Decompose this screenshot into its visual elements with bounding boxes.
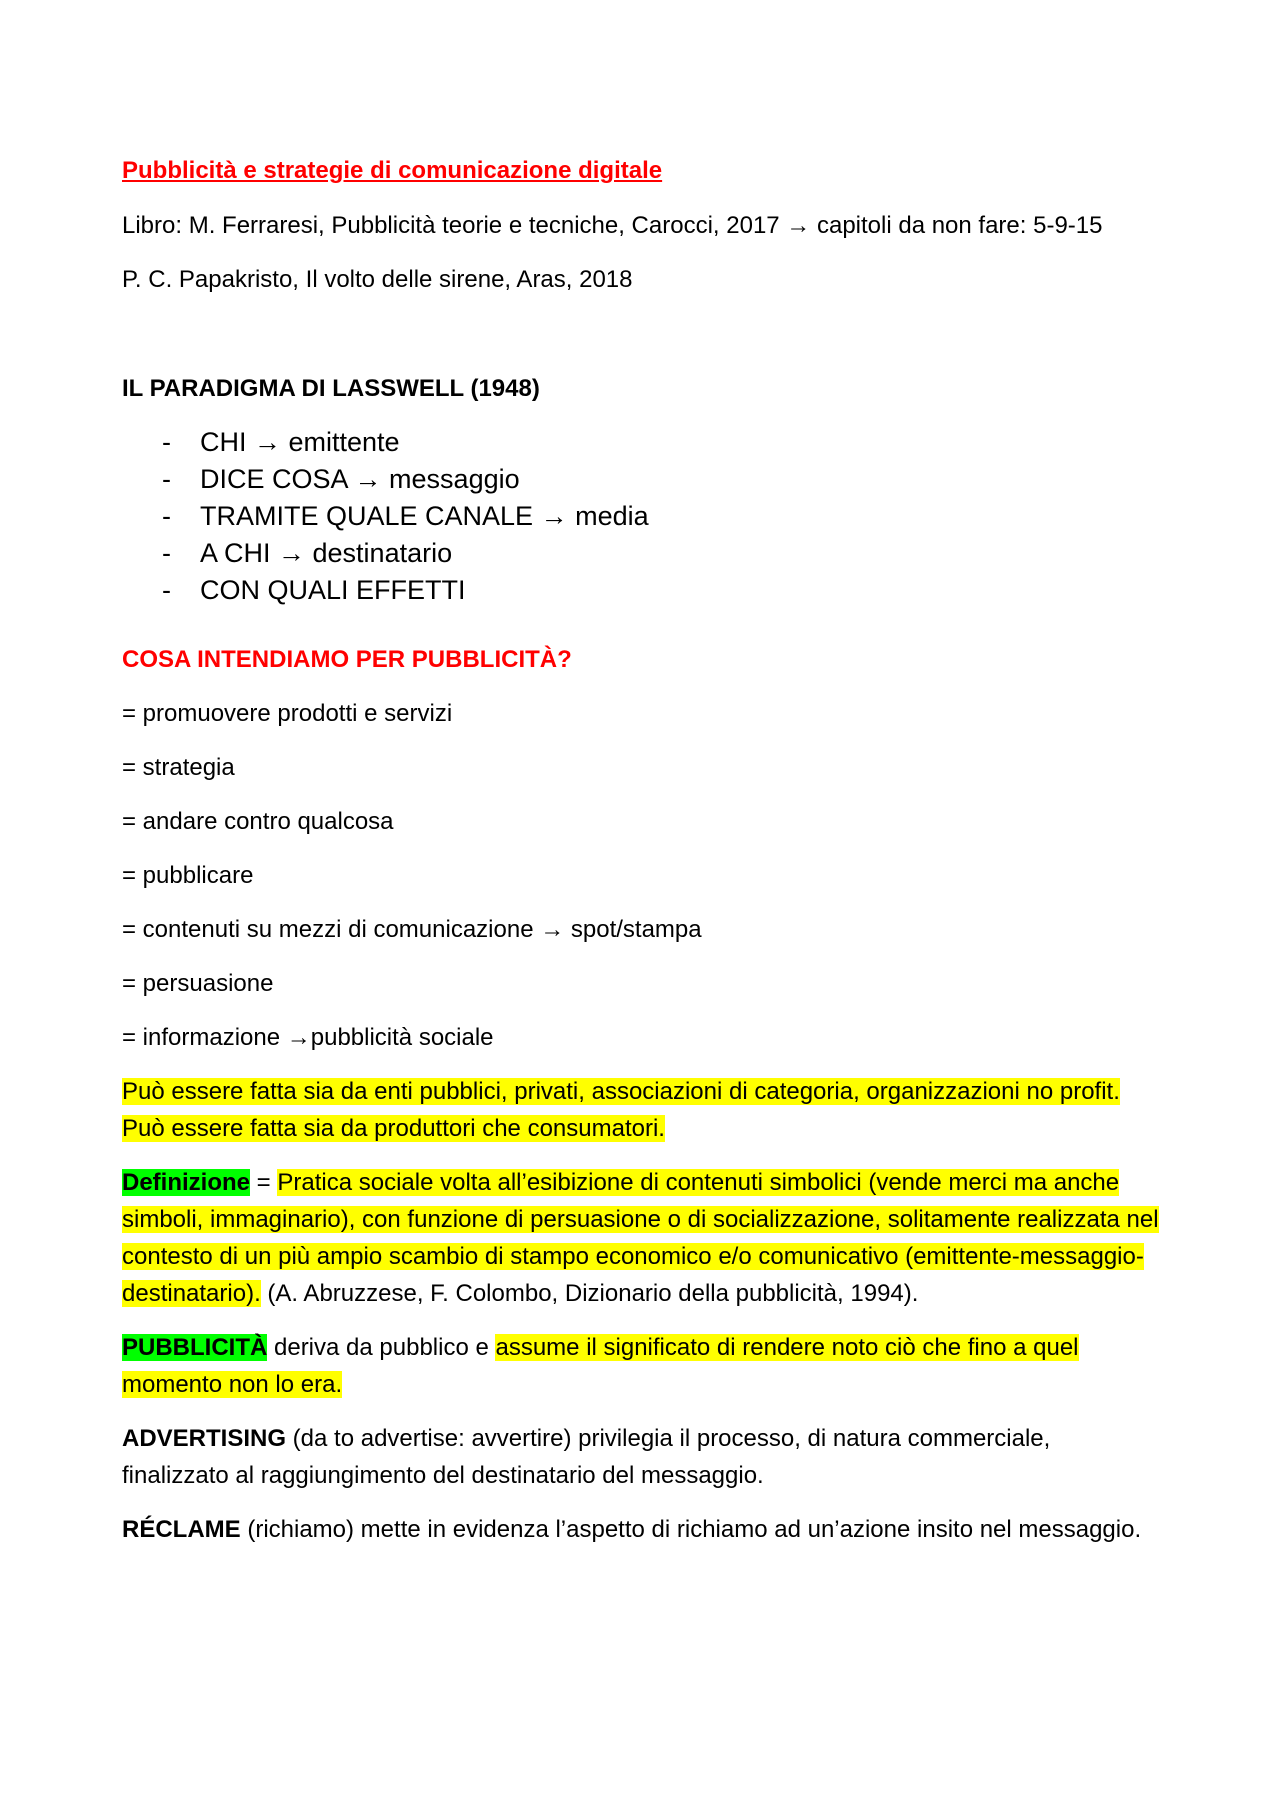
list-dash: -	[162, 427, 171, 457]
list-item	[122, 535, 1162, 572]
who-can-paragraph	[122, 1073, 1162, 1147]
list-item	[122, 461, 1162, 498]
pubblicita-heading: COSA INTENDIAMO PER PUBBLICITÀ?	[122, 646, 572, 673]
list-item	[122, 572, 1162, 609]
list-item	[122, 498, 1162, 535]
advertising-text: (da to advertise: avvertire) privilegia il processo, di natura commerciale, finalizzato al raggiungimento del destinatario del messaggio.	[122, 1425, 1051, 1489]
list-item-text: CON QUALI EFFETTI	[200, 575, 466, 605]
equivalent-line: = informazione →pubblicità sociale	[122, 1024, 494, 1051]
definition-text: Pratica sociale volta all’esibizione di contenuti simbolici (vende merci ma anche simboli, immaginario), con funzione di persuasione o di socializzazione, solitamente realizzata nel contesto di un più ampio scambio di stampo economico e/o comunicativo (emittente-messaggio-destinatario).	[122, 1169, 1159, 1307]
advertising-paragraph	[122, 1420, 1162, 1494]
document-title: Pubblicità e strategie di comunicazione digitale	[122, 157, 663, 184]
reclame-text: (richiamo) mette in evidenza l’aspetto di richiamo ad un’azione insito nel messaggio.	[240, 1516, 1142, 1543]
list-item-text: DICE COSA → messaggio	[200, 464, 520, 494]
equivalent-line: = andare contro qualcosa	[122, 808, 394, 835]
lasswell-list	[122, 424, 1162, 609]
list-dash: -	[162, 501, 171, 531]
reclame-term: RÉCLAME	[122, 1516, 241, 1543]
reclame-paragraph	[122, 1511, 1162, 1548]
etymology-term: PUBBLICITÀ	[122, 1334, 268, 1361]
equivalent-line: = contenuti su mezzi di comunicazione → spot/stampa	[122, 916, 702, 943]
definition-equals: =	[250, 1169, 278, 1196]
definition-source: (A. Abruzzese, F. Colombo, Dizionario della pubblicità, 1994).	[260, 1280, 919, 1307]
list-dash: -	[162, 538, 171, 568]
etymology-middle: deriva da pubblico e	[267, 1334, 496, 1361]
lasswell-heading: IL PARADIGMA DI LASSWELL (1948)	[122, 375, 540, 402]
reference-book-1: Libro: M. Ferraresi, Pubblicità teorie e tecniche, Carocci, 2017 → capitoli da non fare: 5-9-15	[122, 212, 1103, 239]
list-item	[122, 424, 1162, 461]
list-item-text: TRAMITE QUALE CANALE → media	[200, 501, 649, 531]
definition-label: Definizione	[122, 1169, 251, 1196]
equivalent-line: = strategia	[122, 754, 235, 781]
equivalent-line: = persuasione	[122, 970, 274, 997]
document-body	[122, 152, 1162, 1565]
list-dash: -	[162, 464, 171, 494]
advertising-term: ADVERTISING	[122, 1425, 287, 1452]
list-item-text: CHI → emittente	[200, 427, 400, 457]
list-item-text: A CHI → destinatario	[200, 538, 453, 568]
equivalent-line: = pubblicare	[122, 862, 254, 889]
etymology-paragraph	[122, 1329, 1162, 1403]
etymology-highlight: assume il significato di rendere noto ciò che fino a quel momento non lo era.	[122, 1334, 1079, 1398]
list-dash: -	[162, 575, 171, 605]
equivalent-line: = promuovere prodotti e servizi	[122, 700, 453, 727]
definition-paragraph	[122, 1164, 1162, 1312]
reference-book-2: P. C. Papakristo, Il volto delle sirene, Aras, 2018	[122, 266, 633, 293]
highlighted-text: Può essere fatta sia da enti pubblici, privati, associazioni di categoria, organizzazioni no profit. Può essere fatta sia da produttori che consumatori.	[122, 1078, 1120, 1142]
